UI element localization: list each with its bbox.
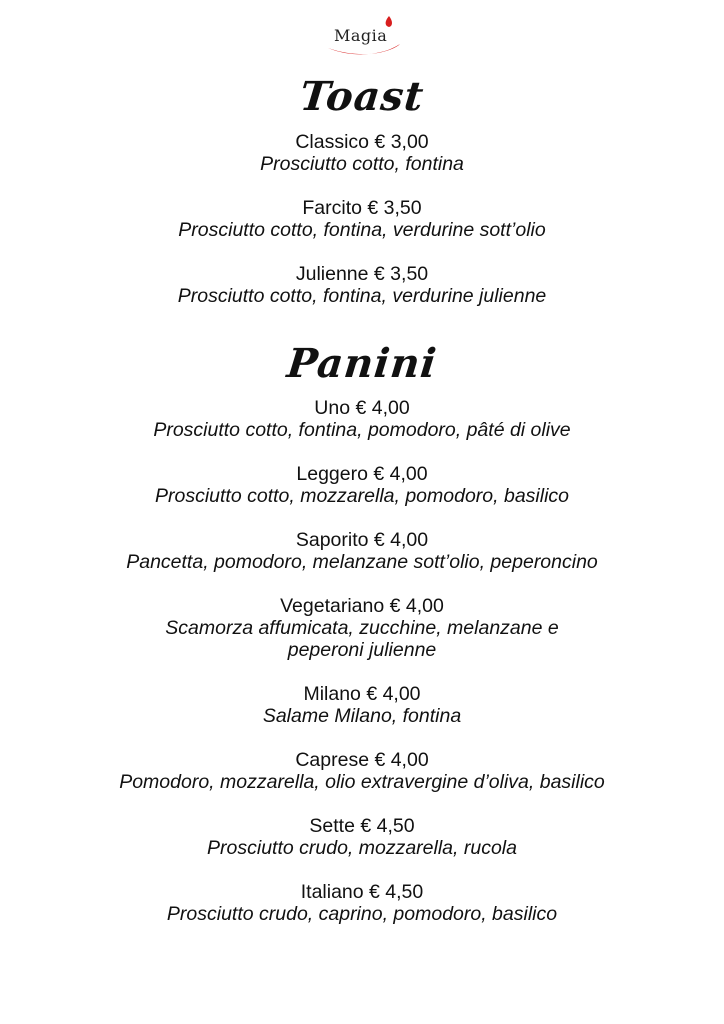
item-description: Pomodoro, mozzarella, olio extravergine d’oliva, basilico (119, 771, 605, 793)
item-description: Prosciutto crudo, mozzarella, rucola (207, 837, 517, 859)
menu-item (0, 749, 724, 793)
toast-section (0, 72, 724, 329)
logo-text: Magia (334, 26, 388, 45)
menu-item (0, 815, 724, 859)
panini-section (0, 339, 724, 947)
item-name-price: Sette € 4,50 (309, 815, 415, 837)
item-description: Prosciutto cotto, fontina, verdurine sott’olio (178, 219, 546, 241)
menu-item (0, 683, 724, 727)
section-title: Panini (284, 340, 440, 387)
item-name-price: Julienne € 3,50 (295, 263, 429, 285)
item-name-price: Classico € 3,00 (295, 131, 429, 153)
item-description: Prosciutto cotto, fontina (260, 153, 464, 175)
item-name-price: Saporito € 4,00 (295, 529, 429, 551)
menu-item (0, 197, 724, 241)
menu-item (0, 881, 724, 925)
item-description: Prosciutto cotto, mozzarella, pomodoro, basilico (154, 485, 570, 507)
menu-item (0, 529, 724, 573)
menu-item (0, 595, 724, 661)
item-name-price: Leggero € 4,00 (296, 463, 428, 485)
menu-item (0, 397, 724, 441)
menu-item (0, 263, 724, 307)
item-name-price: Uno € 4,00 (314, 397, 410, 419)
item-description: Prosciutto cotto, fontina, verdurine julienne (177, 285, 547, 307)
menu-item (0, 131, 724, 175)
item-name-price: Caprese € 4,00 (295, 749, 429, 771)
item-description: Scamorza affumicata, zucchine, melanzane e peperoni julienne (165, 617, 559, 661)
section-title: Toast (297, 73, 427, 120)
item-name-price: Milano € 4,00 (303, 683, 421, 705)
item-description: Prosciutto crudo, caprino, pomodoro, basilico (166, 903, 558, 925)
item-name-price: Farcito € 3,50 (302, 197, 422, 219)
item-description: Prosciutto cotto, fontina, pomodoro, pâté di olive (153, 419, 571, 441)
item-description: Salame Milano, fontina (262, 705, 462, 727)
magia-logo (322, 14, 406, 58)
menu-item (0, 463, 724, 507)
item-name-price: Italiano € 4,50 (300, 881, 424, 903)
item-description: Pancetta, pomodoro, melanzane sott’olio, peperoncino (126, 551, 598, 573)
item-name-price: Vegetariano € 4,00 (280, 595, 444, 617)
flame-swoosh-icon (322, 14, 406, 58)
